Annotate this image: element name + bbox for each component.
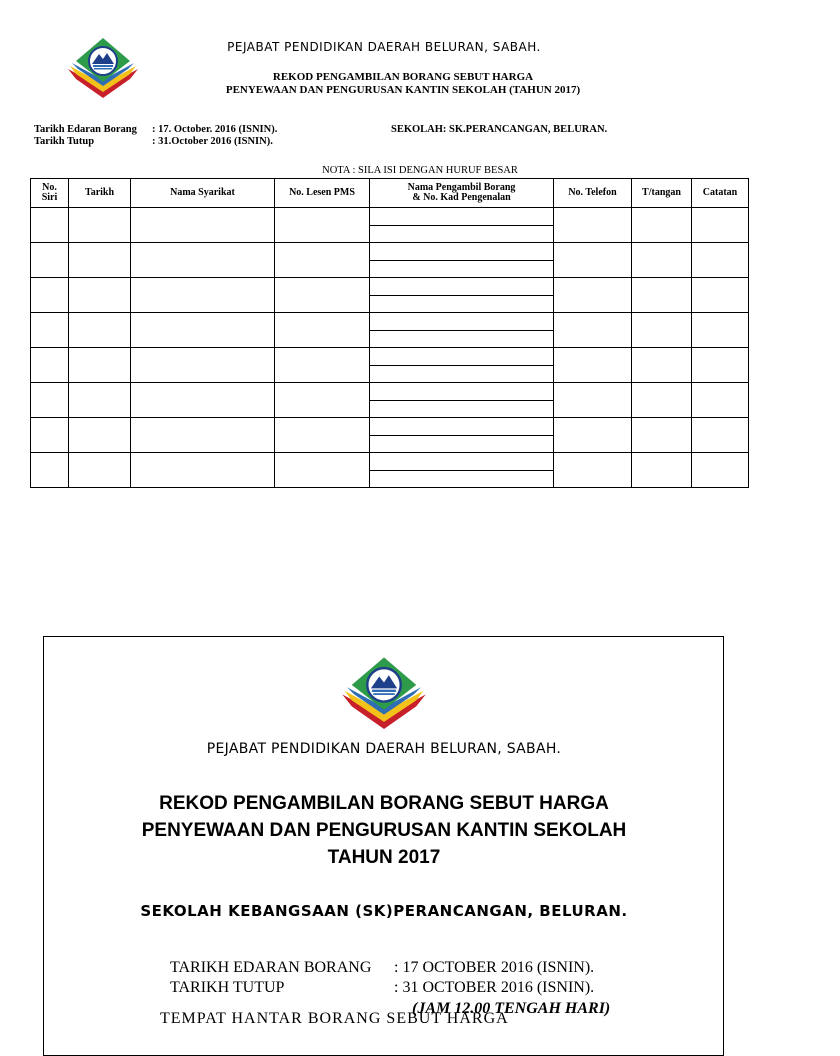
cell-divider xyxy=(370,330,553,331)
table-cell[interactable] xyxy=(131,418,275,453)
table-cell[interactable] xyxy=(370,383,554,418)
table-cell[interactable] xyxy=(69,453,131,488)
table-cell[interactable] xyxy=(554,278,632,313)
table-cell[interactable] xyxy=(554,348,632,383)
table-cell[interactable] xyxy=(131,278,275,313)
col-pengambil: Nama Pengambil Borang & No. Kad Pengenalan xyxy=(370,179,554,208)
table-cell[interactable] xyxy=(692,453,749,488)
table-row xyxy=(31,243,749,278)
table-cell[interactable] xyxy=(554,208,632,243)
col-nama-syarikat: Nama Syarikat xyxy=(131,179,275,208)
table-cell[interactable] xyxy=(632,313,692,348)
table-cell[interactable] xyxy=(632,348,692,383)
dates-block xyxy=(34,124,277,148)
table-cell[interactable] xyxy=(131,348,275,383)
table-row xyxy=(31,348,749,383)
table-cell[interactable] xyxy=(275,278,370,313)
table-cell[interactable] xyxy=(275,243,370,278)
table-cell[interactable] xyxy=(632,208,692,243)
cell-divider xyxy=(370,400,553,401)
table-cell[interactable] xyxy=(632,278,692,313)
table-row xyxy=(31,208,749,243)
table-cell[interactable] xyxy=(31,208,69,243)
table-cell[interactable] xyxy=(370,453,554,488)
table-cell[interactable] xyxy=(31,278,69,313)
col-catatan: Catatan xyxy=(692,179,749,208)
cover-edaran-value: : 17 OCTOBER 2016 (ISNIN). xyxy=(394,959,595,976)
form-title-line2: PENYEWAAN DAN PENGURUSAN KANTIN SEKOLAH (TAHUN 2017) xyxy=(225,84,581,96)
tutup-value: : 31.October 2016 (ISNIN). xyxy=(152,136,273,147)
table-header-row xyxy=(31,179,749,208)
table-cell[interactable] xyxy=(554,313,632,348)
table-cell[interactable] xyxy=(275,208,370,243)
edaran-value: : 17. October. 2016 (ISNIN). xyxy=(152,124,278,135)
cell-divider xyxy=(370,470,553,471)
table-cell[interactable] xyxy=(692,418,749,453)
cell-divider xyxy=(370,365,553,366)
table-cell[interactable] xyxy=(632,243,692,278)
table-cell[interactable] xyxy=(370,313,554,348)
col-ttangan: T/tangan xyxy=(632,179,692,208)
table-cell[interactable] xyxy=(554,453,632,488)
table-cell[interactable] xyxy=(370,348,554,383)
table-cell[interactable] xyxy=(31,418,69,453)
col-telefon: No. Telefon xyxy=(554,179,632,208)
table-cell[interactable] xyxy=(370,418,554,453)
table-row xyxy=(31,453,749,488)
edaran-label: Tarikh Edaran Borang xyxy=(34,124,137,135)
table-cell[interactable] xyxy=(275,418,370,453)
cell-divider xyxy=(370,225,553,226)
table-row xyxy=(31,278,749,313)
table-cell[interactable] xyxy=(31,313,69,348)
table-cell[interactable] xyxy=(69,348,131,383)
cell-divider xyxy=(370,295,553,296)
table-cell[interactable] xyxy=(554,383,632,418)
col-tarikh: Tarikh xyxy=(69,179,131,208)
cover-edaran-row xyxy=(170,959,594,977)
table-cell[interactable] xyxy=(632,383,692,418)
table-row xyxy=(31,313,749,348)
cover-office-heading: PEJABAT PENDIDIKAN DAERAH BELURAN, SABAH. xyxy=(206,741,562,757)
cover-tutup-value: : 31 OCTOBER 2016 (ISNIN). xyxy=(394,979,595,996)
table-cell[interactable] xyxy=(131,313,275,348)
cover-title-line1: REKOD PENGAMBILAN BORANG SEBUT HARGA xyxy=(159,793,609,814)
table-cell[interactable] xyxy=(69,383,131,418)
school-line: SEKOLAH: SK.PERANCANGAN, BELURAN. xyxy=(391,124,608,135)
cover-title-line3: TAHUN 2017 xyxy=(327,847,441,868)
table-cell[interactable] xyxy=(692,313,749,348)
table-cell[interactable] xyxy=(632,453,692,488)
table-cell[interactable] xyxy=(275,348,370,383)
table-cell[interactable] xyxy=(370,278,554,313)
col-no-lesen: No. Lesen PMS xyxy=(275,179,370,208)
table-cell[interactable] xyxy=(275,313,370,348)
table-cell[interactable] xyxy=(69,208,131,243)
table-cell[interactable] xyxy=(131,453,275,488)
table-cell[interactable] xyxy=(554,243,632,278)
note-line: NOTA : SILA ISI DENGAN HURUF BESAR xyxy=(322,165,518,176)
table-cell[interactable] xyxy=(31,453,69,488)
cover-title-line2: PENYEWAAN DAN PENGURUSAN KANTIN SEKOLAH xyxy=(141,820,627,841)
table-cell[interactable] xyxy=(370,243,554,278)
table-cell[interactable] xyxy=(554,418,632,453)
table-cell[interactable] xyxy=(69,418,131,453)
table-cell[interactable] xyxy=(275,453,370,488)
cell-divider xyxy=(370,435,553,436)
form-title-line1: REKOD PENGAMBILAN BORANG SEBUT HARGA xyxy=(272,71,534,83)
table-row xyxy=(31,383,749,418)
cover-school-name: SEKOLAH KEBANGSAAN (SK)PERANCANGAN, BELURAN. xyxy=(140,902,628,920)
cover-cut-off-text: TEMPAT HANTAR BORANG SEBUT HARGA xyxy=(160,1010,509,1027)
cover-deadline-time: (JAM 12.00 TENGAH HARI) xyxy=(412,1000,611,1017)
cover-cut-off-line xyxy=(160,1010,580,1027)
table-cell[interactable] xyxy=(692,348,749,383)
table-row xyxy=(31,418,749,453)
cover-tutup-label: TARIKH TUTUP xyxy=(170,979,285,996)
tutup-label: Tarikh Tutup xyxy=(34,136,95,147)
office-heading: PEJABAT PENDIDIKAN DAERAH BELURAN, SABAH. xyxy=(227,40,541,54)
table-cell[interactable] xyxy=(131,383,275,418)
table-cell[interactable] xyxy=(31,383,69,418)
cover-tutup-row xyxy=(170,979,594,997)
table-cell[interactable] xyxy=(69,243,131,278)
table-cell[interactable] xyxy=(131,243,275,278)
table-cell[interactable] xyxy=(69,313,131,348)
table-cell[interactable] xyxy=(692,243,749,278)
cover-edaran-label: TARIKH EDARAN BORANG xyxy=(170,959,372,976)
table-cell[interactable] xyxy=(275,383,370,418)
department-logo-cover xyxy=(334,655,434,729)
table-cell[interactable] xyxy=(31,348,69,383)
table-cell[interactable] xyxy=(31,243,69,278)
table-cell[interactable] xyxy=(370,208,554,243)
table-cell[interactable] xyxy=(692,383,749,418)
table-cell[interactable] xyxy=(632,418,692,453)
record-table xyxy=(30,178,749,488)
table-cell[interactable] xyxy=(692,208,749,243)
table-cell[interactable] xyxy=(692,278,749,313)
col-no-siri: No. Siri xyxy=(31,179,69,208)
cell-divider xyxy=(370,260,553,261)
table-cell[interactable] xyxy=(69,278,131,313)
table-cell[interactable] xyxy=(131,208,275,243)
